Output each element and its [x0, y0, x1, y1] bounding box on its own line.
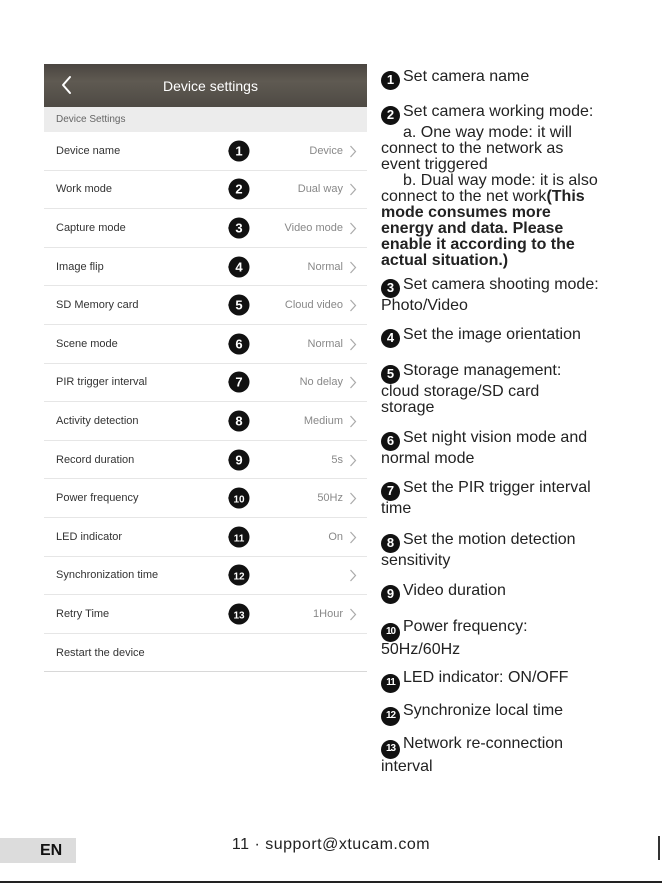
badge-number: 4 — [235, 259, 243, 275]
settings-row[interactable] — [44, 479, 367, 518]
note-11: 11 LED indicator: ON/OFF — [381, 670, 651, 693]
chevron-right-icon — [349, 608, 357, 621]
chevron-right-icon — [349, 183, 357, 196]
chevron-right-icon — [349, 338, 357, 351]
settings-row[interactable] — [44, 595, 367, 634]
callout-badge-icon — [228, 333, 250, 355]
setting-value: Cloud video — [284, 299, 343, 312]
setting-name: Synchronization time — [56, 569, 159, 582]
badge-number: 7 — [235, 374, 243, 390]
number-badge: 7 — [381, 482, 400, 501]
settings-row[interactable] — [44, 325, 367, 364]
callout-badge-icon — [228, 410, 250, 432]
badge-number: 13 — [233, 610, 245, 622]
settings-row[interactable] — [44, 518, 367, 557]
badge-number: 8 — [235, 413, 243, 429]
number-badge: 5 — [381, 365, 400, 384]
setting-value: 5s — [331, 453, 343, 466]
callout-badge-icon — [228, 294, 250, 316]
callout-badge-icon — [228, 526, 250, 548]
settings-list — [44, 132, 367, 672]
badge-number: 10 — [233, 494, 245, 506]
number-badge: 12 — [381, 707, 400, 726]
chevron-right-icon — [349, 376, 357, 389]
number-badge: 2 — [381, 106, 400, 125]
badge-number: 3 — [235, 220, 243, 236]
badge-number: 2 — [235, 181, 243, 197]
note-9: 9 Video duration — [381, 583, 651, 604]
note-12: 12 Synchronize local time — [381, 703, 651, 726]
settings-row[interactable] — [44, 248, 367, 287]
page-footer: 11 · support@xtucam.com — [231, 836, 431, 853]
settings-row[interactable] — [44, 402, 367, 441]
setting-name: Retry Time — [56, 607, 110, 620]
badge-number: 12 — [233, 571, 245, 583]
callout-badge-icon — [228, 217, 250, 239]
callout-badge-icon — [228, 603, 250, 625]
setting-value: No delay — [299, 376, 343, 389]
setting-name: Work mode — [56, 183, 113, 196]
setting-name: SD Memory card — [56, 299, 139, 312]
setting-name: PIR trigger interval — [56, 376, 148, 389]
phone-screenshot — [44, 64, 367, 672]
settings-row[interactable] — [44, 364, 367, 403]
setting-name: LED indicator — [56, 530, 123, 543]
callout-badge-icon — [228, 487, 250, 509]
callout-badge-icon — [228, 178, 250, 200]
note-2: 2 Set camera working mode: a. One way mode: it will connect to the network as event triggered b. Dual way mode: it is also connect to the net work(This mode consumes more energy and data. Please enable it according to the actual situation.) — [381, 103, 598, 269]
note-5: 5 Storage management: cloud storage/SD card storage — [381, 362, 562, 416]
chevron-right-icon — [349, 454, 357, 467]
note-3: 3 Set camera shooting mode: Photo/Video — [381, 276, 599, 314]
setting-value: Normal — [307, 260, 343, 273]
back-arrow-icon[interactable] — [58, 74, 76, 96]
language-tab: EN — [0, 838, 76, 863]
number-badge: 4 — [381, 329, 400, 348]
setting-name: Scene mode — [56, 337, 118, 350]
note-13: 13 Network re-connection interval — [381, 735, 564, 775]
badge-number: 11 — [233, 533, 245, 545]
number-badge: 10 — [381, 623, 400, 642]
settings-row[interactable] — [44, 171, 367, 210]
badge-number: 1 — [235, 143, 243, 159]
chevron-right-icon — [349, 299, 357, 312]
number-badge: 1 — [381, 71, 400, 90]
setting-value: Video mode — [284, 221, 343, 234]
chevron-right-icon — [349, 261, 357, 274]
setting-value: Device — [309, 144, 343, 157]
settings-row[interactable] — [44, 557, 367, 596]
setting-value: Normal — [307, 337, 343, 350]
callout-badge-icon — [228, 449, 250, 471]
app-header — [44, 64, 367, 107]
note-7: 7 Set the PIR trigger interval time — [381, 479, 591, 517]
note-4: 4 Set the image orientation — [381, 327, 651, 348]
chevron-right-icon — [349, 415, 357, 428]
section-label: Device Settings — [44, 107, 367, 132]
setting-name: Restart the device — [56, 646, 145, 659]
page-title: Device settings — [163, 77, 258, 94]
setting-name: Device name — [56, 144, 121, 157]
number-badge: 6 — [381, 432, 400, 451]
settings-row[interactable] — [44, 286, 367, 325]
number-badge: 9 — [381, 585, 400, 604]
settings-row[interactable] — [44, 634, 367, 673]
settings-row[interactable] — [44, 209, 367, 248]
chevron-right-icon — [349, 222, 357, 235]
chevron-right-icon — [349, 145, 357, 158]
setting-name: Activity detection — [56, 414, 139, 427]
setting-name: Capture mode — [56, 221, 126, 234]
note-6: 6 Set night vision mode and normal mode — [381, 429, 588, 467]
callout-badge-icon — [228, 256, 250, 278]
setting-value: 50Hz — [317, 492, 343, 505]
number-badge: 11 — [381, 674, 400, 693]
note-10: 10 Power frequency: 50Hz/60Hz — [381, 618, 528, 658]
edge-mark — [658, 836, 660, 860]
badge-number: 6 — [235, 336, 243, 352]
setting-value: Dual way — [297, 183, 343, 196]
note-1: 1 Set camera name — [381, 69, 651, 90]
chevron-right-icon — [349, 492, 357, 505]
chevron-right-icon — [349, 569, 357, 582]
setting-value: Medium — [303, 414, 343, 427]
chevron-right-icon — [349, 531, 357, 544]
number-badge: 8 — [381, 534, 400, 553]
setting-value: 1Hour — [313, 607, 343, 620]
number-badge: 13 — [381, 740, 400, 759]
settings-row[interactable] — [44, 132, 367, 171]
note-8: 8 Set the motion detection sensitivity — [381, 531, 576, 569]
setting-value: On — [328, 530, 343, 543]
setting-name: Record duration — [56, 453, 135, 466]
badge-number: 9 — [235, 452, 243, 468]
callout-badge-icon — [228, 140, 250, 162]
setting-name: Image flip — [56, 260, 104, 273]
callout-badge-icon — [228, 564, 250, 586]
number-badge: 3 — [381, 279, 400, 298]
callout-badge-icon — [228, 371, 250, 393]
setting-name: Power frequency — [56, 492, 139, 505]
badge-number: 5 — [235, 297, 243, 313]
settings-row[interactable] — [44, 441, 367, 480]
